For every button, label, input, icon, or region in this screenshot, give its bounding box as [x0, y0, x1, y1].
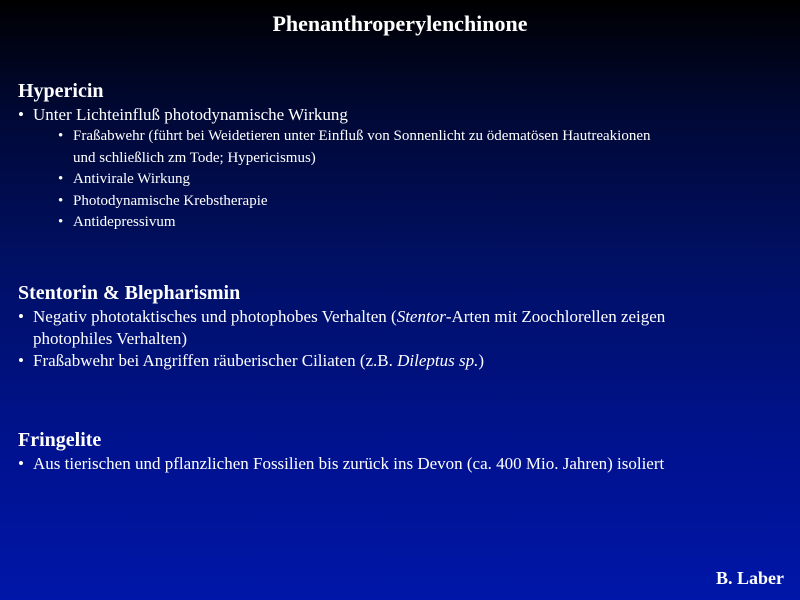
sub-bullet-item	[18, 126, 788, 169]
bullet-text: )	[478, 351, 485, 370]
section-heading-stentorin: Stentorin & Blepharismin	[18, 282, 241, 304]
sub-bullet-item	[18, 212, 788, 234]
sub-bullet-text-continued: und schließlich zm Tode; Hypericismus)	[73, 149, 316, 166]
bullet-item	[18, 306, 788, 350]
sub-bullet-text: Photodynamische Krebstherapie	[73, 192, 268, 209]
bullet-item	[18, 350, 788, 372]
sub-bullet-list	[18, 126, 788, 234]
sub-bullet-item	[18, 169, 788, 191]
section-hypericin	[18, 78, 788, 234]
bullet-text: Aus tierischen und pflanzlichen Fossilien bis zurück ins Devon (ca. 400 Mio. Jahren) isoliert	[33, 454, 665, 473]
bullet-text: Fraßabwehr bei Angriffen räuberischer Ciliaten (z.B.	[33, 351, 398, 370]
sub-bullet-text: Fraßabwehr (führt bei Weidetieren unter Einfluß von Sonnenlicht zu ödematösen Hautreakionen	[73, 128, 651, 144]
bullet-text-italic: Dileptus sp.	[397, 351, 479, 370]
author-name: B. Laber	[715, 568, 784, 588]
section-heading-fringelite: Fringelite	[18, 429, 102, 451]
bullet-text: Unter Lichteinfluß photodynamische Wirkung	[33, 105, 348, 124]
bullet-text: -Arten mit Zoochlorellen zeigen	[445, 307, 666, 326]
bullet-list	[18, 306, 788, 372]
slide-title: Phenanthroperylenchinone	[272, 11, 528, 36]
bullet-item	[18, 453, 788, 475]
bullet-text-italic: Stentor	[396, 307, 446, 326]
sub-bullet-item	[18, 191, 788, 213]
sub-bullet-text: Antivirale Wirkung	[73, 171, 191, 187]
section-heading-hypericin: Hypericin	[18, 80, 104, 102]
sub-bullet-text: Antidepressivum	[73, 214, 176, 230]
section-fringelite	[18, 427, 788, 475]
bullet-text: Negativ phototaktisches und photophobes Verhalten (	[33, 307, 397, 326]
bullet-item	[18, 104, 788, 126]
section-stentorin	[18, 280, 788, 372]
bullet-list	[18, 453, 788, 475]
bullet-text-continued: photophiles Verhalten)	[33, 329, 188, 348]
bullet-list	[18, 104, 788, 126]
